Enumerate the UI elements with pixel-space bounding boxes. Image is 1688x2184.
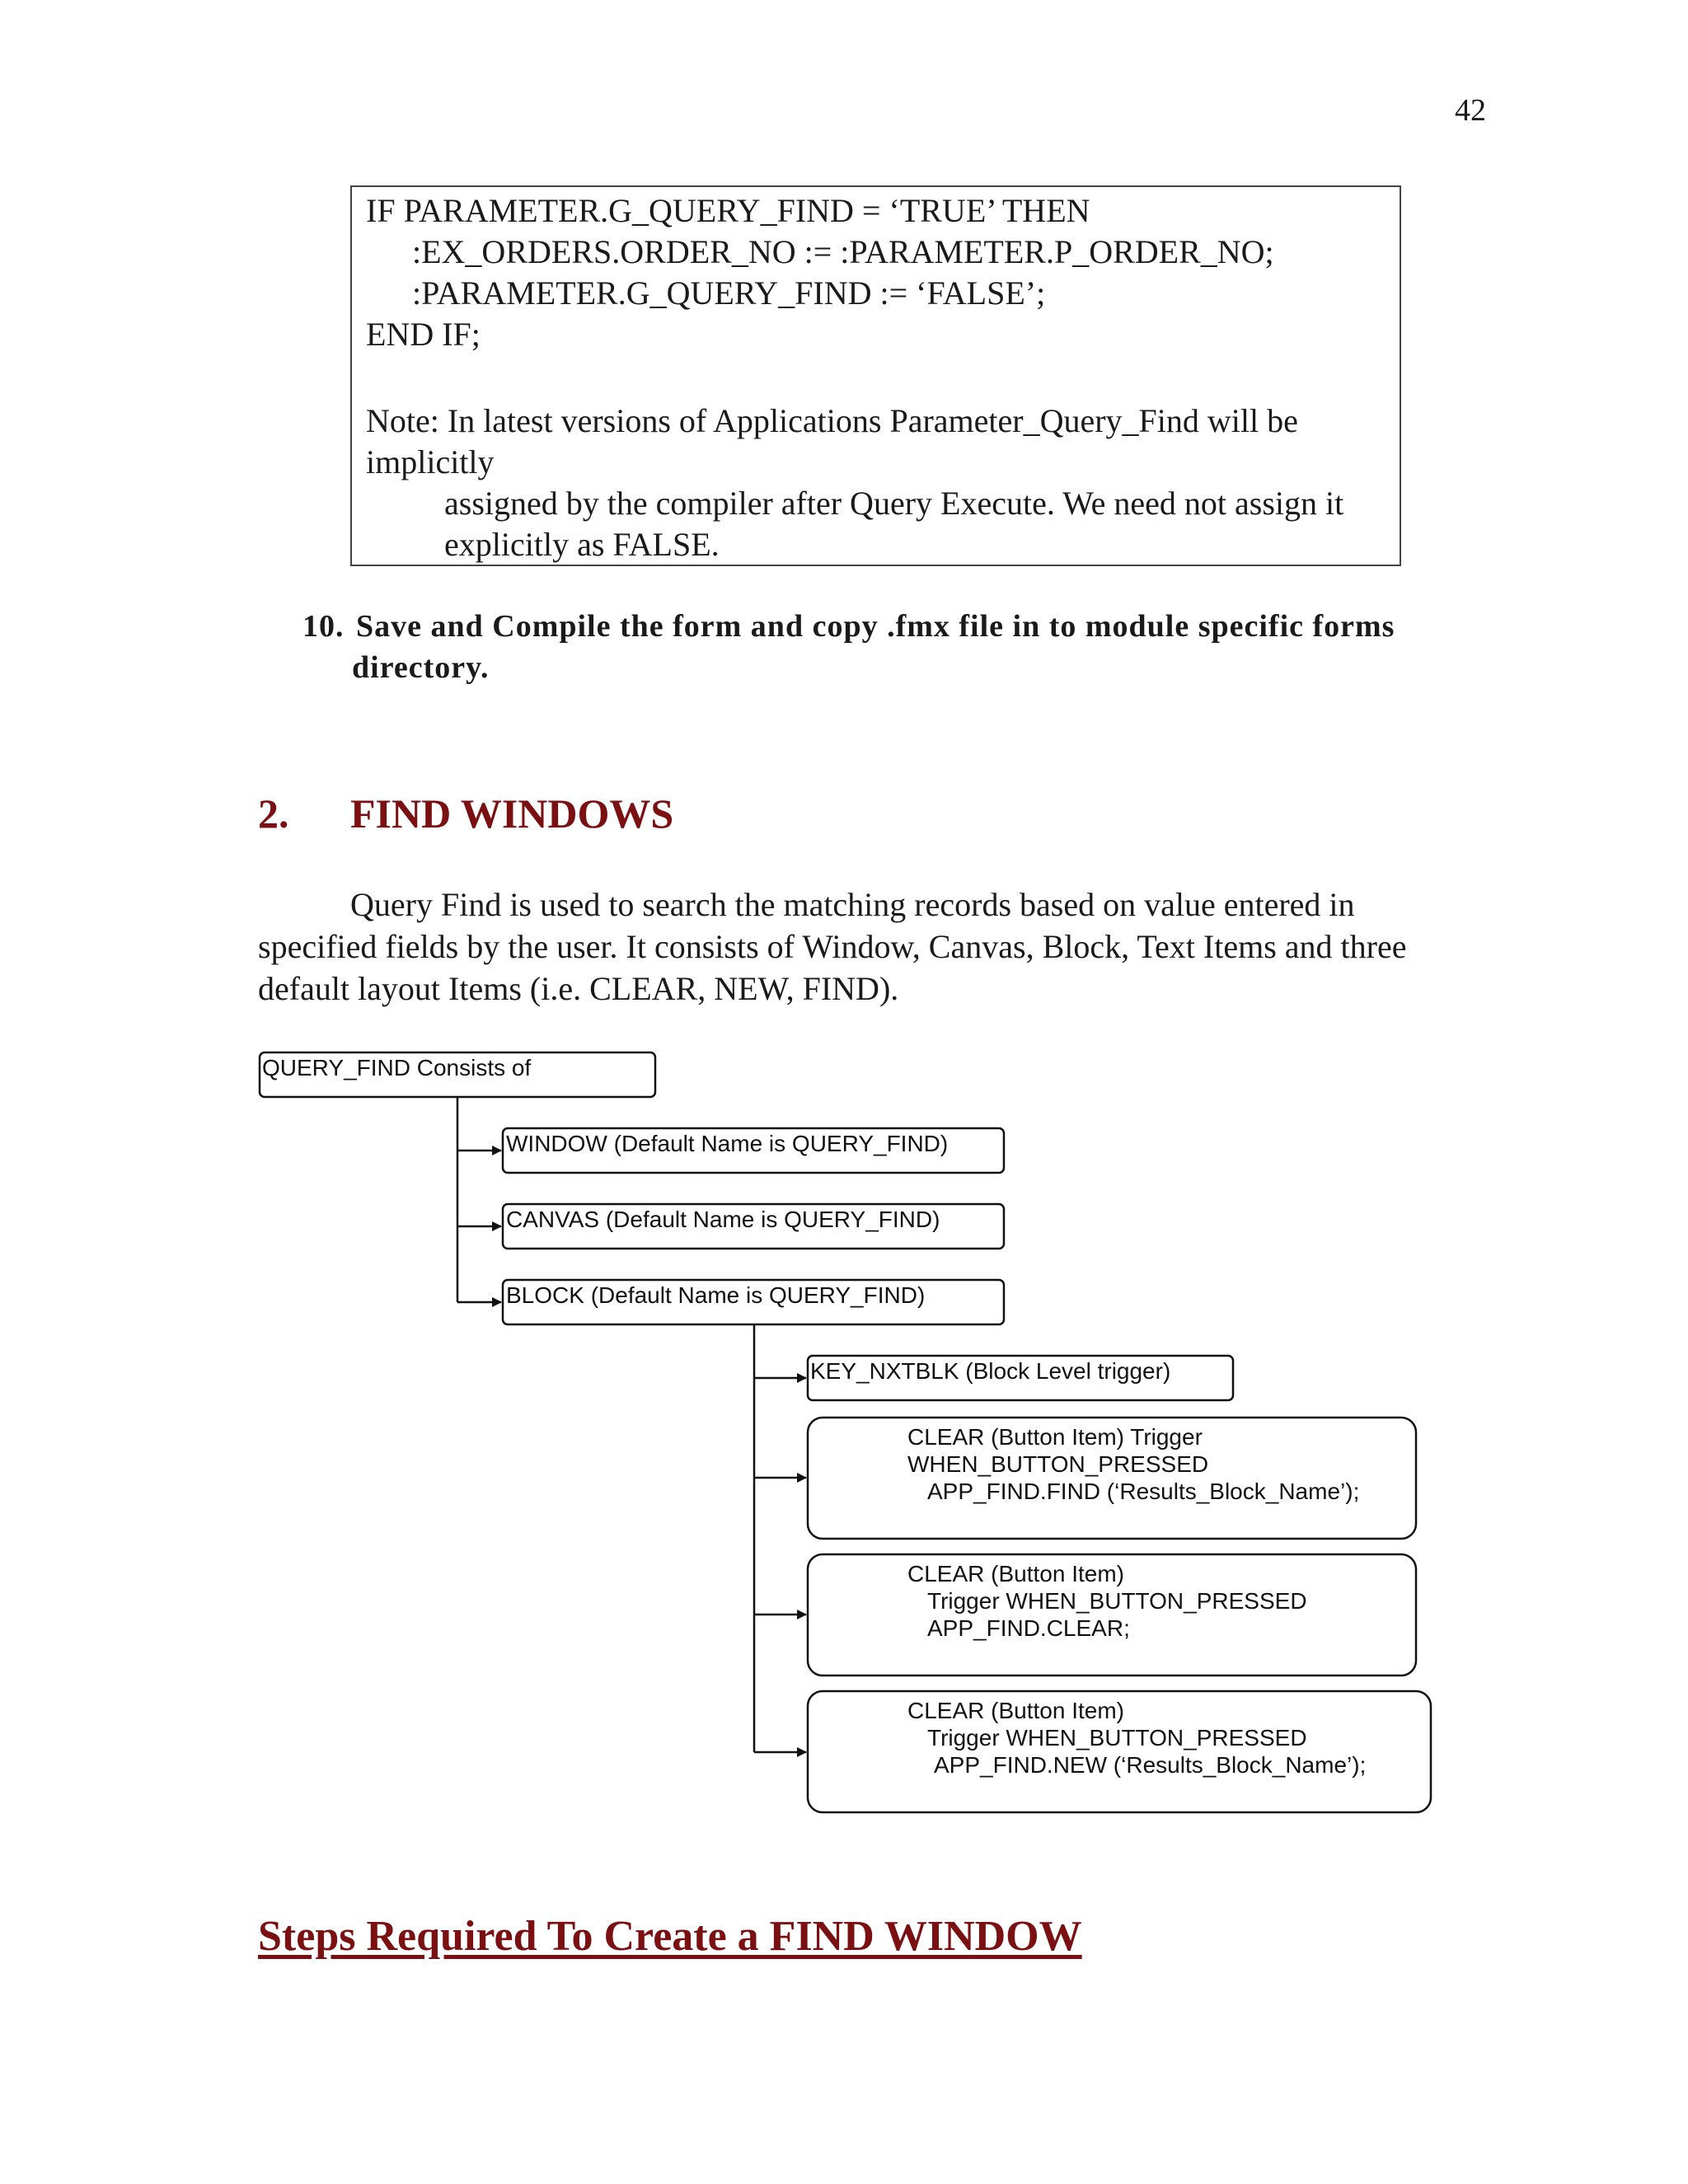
code-line-if: IF PARAMETER.G_QUERY_FIND = ‘TRUE’ THEN	[366, 192, 1090, 229]
code-note-line4: explicitly as FALSE.	[444, 526, 720, 563]
clear-box-line1: CLEAR (Button Item)	[907, 1561, 1124, 1586]
code-line-assign-param: :PARAMETER.G_QUERY_FIND := ‘FALSE’;	[412, 274, 1046, 312]
new-box-line1: CLEAR (Button Item)	[907, 1698, 1124, 1723]
find-box-line2: WHEN_BUTTON_PRESSED	[907, 1451, 1209, 1477]
new-box-line2: Trigger WHEN_BUTTON_PRESSED	[927, 1725, 1307, 1750]
steps-heading: Steps Required To Create a FIND WINDOW	[258, 1913, 1082, 1960]
find-box-line3: APP_FIND.FIND (‘Results_Block_Name’);	[927, 1479, 1360, 1504]
window-label: WINDOW (Default Name is QUERY_FIND)	[506, 1131, 949, 1156]
step-number: 10.	[302, 609, 345, 644]
canvas-label: CANVAS (Default Name is QUERY_FIND)	[506, 1207, 940, 1232]
section-number: 2.	[258, 790, 289, 837]
find-box-line1: CLEAR (Button Item) Trigger	[907, 1424, 1203, 1450]
code-note-line3: assigned by the compiler after Query Execute. We need not assign it	[444, 485, 1344, 522]
block-label: BLOCK (Default Name is QUERY_FIND)	[506, 1282, 926, 1308]
paragraph-line: Query Find is used to search the matching records based on value entered in	[350, 886, 1355, 923]
code-line-endif: END IF;	[366, 316, 481, 353]
code-note-line2: implicitly	[366, 443, 495, 480]
step-text-line1: Save and Compile the form and copy .fmx file in to module specific forms	[356, 609, 1395, 644]
clear-box-line2: Trigger WHEN_BUTTON_PRESSED	[927, 1588, 1307, 1614]
code-line-assign-order: :EX_ORDERS.ORDER_NO := :PARAMETER.P_ORDER_NO;	[412, 233, 1274, 270]
paragraph-line: default layout Items (i.e. CLEAR, NEW, FIND).	[258, 970, 899, 1007]
new-box-line3: APP_FIND.NEW (‘Results_Block_Name’);	[934, 1752, 1367, 1778]
step-text-line2: directory.	[352, 650, 490, 685]
section-title: FIND WINDOWS	[350, 790, 674, 837]
clear-box-line3: APP_FIND.CLEAR;	[927, 1615, 1130, 1641]
root-label: QUERY_FIND Consists of	[262, 1055, 532, 1080]
code-note-line1: Note: In latest versions of Applications Parameter_Query_Find will be	[366, 402, 1298, 439]
key-nxtblk-label: KEY_NXTBLK (Block Level trigger)	[810, 1358, 1171, 1384]
page-number: 42	[1455, 93, 1486, 128]
paragraph-line: specified fields by the user. It consists of Window, Canvas, Block, Text Items and three	[258, 928, 1407, 965]
